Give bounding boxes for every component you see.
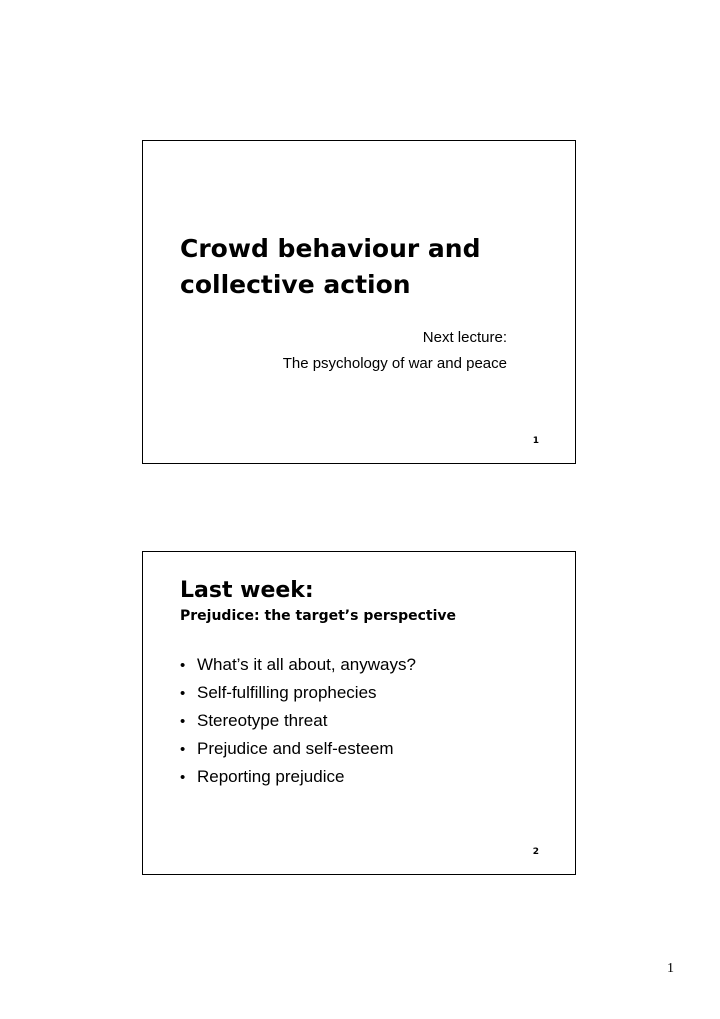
slide-2: [142, 551, 576, 875]
bullet-icon: •: [180, 769, 186, 786]
slide-1-title-line-1: Crowd behaviour and: [180, 234, 481, 263]
slide-2-title: Last week:: [180, 578, 314, 603]
list-item-text: Prejudice and self-esteem: [197, 739, 394, 758]
page-number: 1: [667, 961, 674, 976]
list-item-text: Self-fulfilling prophecies: [197, 683, 377, 702]
slide-2-subtitle: Prejudice: the target’s perspective: [180, 608, 457, 624]
bullet-icon: •: [180, 657, 186, 674]
list-item-text: What’s it all about, anyways?: [197, 655, 416, 674]
bullet-icon: •: [180, 713, 186, 730]
slide-1-number: 1: [532, 436, 539, 446]
next-lecture-label: Next lecture:: [422, 329, 507, 346]
list-item-text: Reporting prejudice: [197, 767, 345, 786]
list-item: [180, 763, 416, 791]
list-item: [180, 679, 416, 707]
list-item: [180, 651, 416, 679]
list-item: [180, 707, 416, 735]
slide-1: [142, 140, 576, 464]
slide-1-title: [180, 231, 560, 303]
bullet-icon: •: [180, 685, 186, 702]
bullet-icon: •: [180, 741, 186, 758]
list-item: [180, 735, 416, 763]
slide-2-bullet-list: [180, 651, 416, 791]
slide-2-number: 2: [532, 847, 539, 857]
list-item-text: Stereotype threat: [197, 711, 328, 730]
next-lecture-topic: The psychology of war and peace: [282, 355, 507, 372]
slide-1-title-line-2: collective action: [180, 270, 411, 299]
